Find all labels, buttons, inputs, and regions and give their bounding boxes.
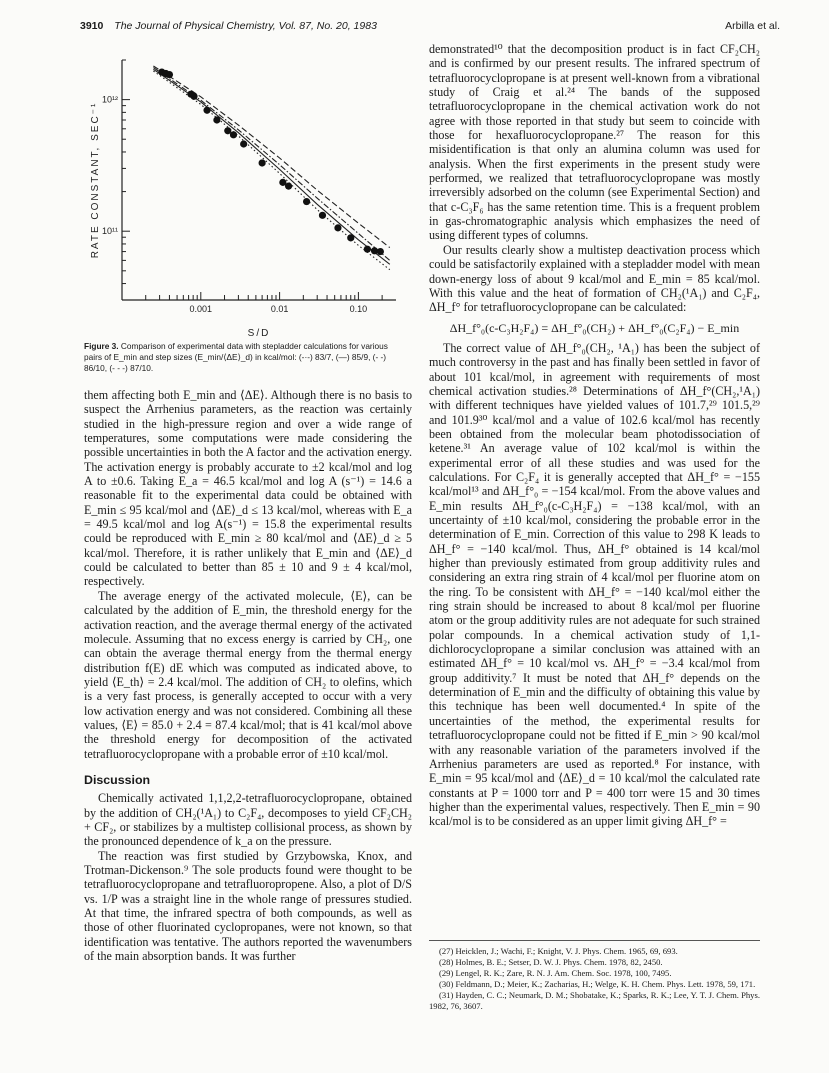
- data-point: [166, 71, 173, 78]
- data-point: [303, 198, 310, 205]
- section-title-discussion: Discussion: [84, 772, 151, 787]
- data-point: [334, 224, 341, 231]
- data-point: [285, 183, 292, 190]
- paragraph: Chemically activated 1,1,2,2-tetrafluorocyclopropane, obtained by the addition of CH₂(¹A₁) to C₂F₄, decomposes to yield CF₂CH₂ + CF₂, or stabilizes by a multistep collisional process, as shown by the pronounced dependence of k_a on the pressure.: [84, 791, 412, 849]
- paragraph: The correct value of ΔH_f°₀(CH₂, ¹A₁) has been the subject of much controversy in the past and has finally been settled in favor of about 101 kcal/mol, in agreement with requirements of most chemical activation studies.²⁸ Determinations of ΔH_f°(CH₂,¹A₁) with different techniques have yielded values of 101.7,²⁹ 101.5,²⁹ and 101.9³⁰ kcal/mol and a value of 102.6 kcal/mol has recently been obtained from the molecular beam photodissociation of ketene.³¹ An average value of 102 kcal/mol is within the experimental error of all these studies and was used for the calculations. For C₂F₄ it is generally accepted that ΔH_f° = −155 kcal/mol¹³ and ΔH_f°₀ = −154 kcal/mol. From the above values and E_min results ΔH_f°₀(c-C₃H₂F₄) = −138 kcal/mol, with an uncertainty of ±10 kcal/mol, considering the probable error in the determination of E_min. Correction of this value to 298 K leads to ΔH_f° = −140 kcal/mol. Thus, ΔH_f° obtained is 14 kcal/mol higher than previously estimated from group additivity rules and considering an extra ring strain of 4 kcal/mol per fluorine atom on the ring. To be consistent with ΔH_f° = −140 kcal/mol either the ring strain should be increased to about 8 kcal/mol per fluorine atom or the group additivity rules are not adequate for such strained polar compounds. In a chemical activation study of 1,1-dichlorocyclopropane a similar conclusion was attained with an estimated ΔH_f° = 10 kcal/mol vs. ΔH_f° = −3.4 kcal/mol from group additivity.⁷ It must be noted that ΔH_f° depends on the determination of E_min and the difficulty of obtaining this value by this technique has been well documented.⁴ In spite of the uncertainties of the method, the experimental results for tetrafluorocyclopropane could not be fitted if E_min > 90 kcal/mol with any reasonable variation of the parameters involved if the Arrhenius parameters are used as reported.⁸ For instance, with E_min = 95 kcal/mol and ⟨ΔE⟩_d = 10 kcal/mol the calculated rate constants at P = 1000 torr and P = 400 torr were 15 and 30 times higher than the experimental values, respectively. Then E_min = 90 kcal/mol is to be considered as an upper limit giving ΔH_f° =: [429, 340, 760, 829]
- x-tick-label: 0.001: [189, 304, 213, 314]
- fit-curve-dotted: [153, 71, 389, 270]
- data-point: [259, 159, 266, 166]
- figure-3: [84, 42, 412, 442]
- x-tick-label: 0.10: [349, 304, 368, 314]
- figure-label: Figure 3.: [84, 341, 119, 351]
- running-authors: Arbilla et al.: [725, 20, 780, 32]
- page-number: 3910: [80, 20, 104, 32]
- figure-caption: [84, 341, 406, 375]
- paragraph: demonstrated¹⁰ that the decomposition product is in fact CF₂CH₂ and is confirmed by our present results. The infrared spectrum of tetrafluorocyclopropane is at present well-known from a vibrational study of Craig et al.²⁴ The bands of the supposed tetrafluorocyclopropane in the chemical activation work do not agree with those reported in that study but seem to coincide with those for hexafluorocyclopropane.²⁷ The reason for this misidentification is that only an alumina column was used for analysis. When the first experiments in the present study were performed, we realized that tetrafluorocyclopropane was mostly irreversibly adsorbed on the column (see Experimental Section) and that c-C₃F₆ has the same retention time. This is a frequent problem in gas-chromatographic analysis which emphasizes the need of using different types of columns.: [429, 42, 760, 243]
- figure-caption-text: Comparison of experimental data with stepladder calculations for various pairs of E_min and step sizes (E_min/⟨ΔE⟩_d) in kcal/mol: (-·-) 83/7, (—) 85/9, (- -) 86/10, (- - -) 87/10.: [84, 341, 388, 374]
- reference-item: (29) Lengel, R. K.; Zare, R. N. J. Am. Chem. Soc. 1978, 100, 7495.: [439, 968, 672, 978]
- data-point: [377, 248, 384, 255]
- reference-item: (30) Feldmann, D.; Meier, K.; Zacharias, H.; Welge, K. H. Chem. Phys. Lett. 1978, 59, 171.: [439, 979, 756, 989]
- y-axis-title: RATE CONSTANT, SEC⁻¹: [90, 101, 101, 259]
- paragraph: Our results clearly show a multistep deactivation process which could be satisfactorily explained with a stepladder model with mean down-energy loss of about 9 kcal/mol and E_min = 85 kcal/mol. With this value and the heat of formation of CH₂(¹A₁) and C₂F₄, ΔH_f° for tetrafluorocyclopropane can be calculated:: [429, 242, 760, 315]
- data-point: [319, 212, 326, 219]
- paragraph: The average energy of the activated molecule, ⟨E⟩, can be calculated by the addition of E_min, the threshold energy for the activation reaction, and the average thermal energy of the activated molecule. Assuming that no excess energy is carried by CH₂, one can obtain the average thermal energy from the thermal energy distribution f(E) dE which was computed as indicated above, to yield ⟨E_th⟩ = 2.4 kcal/mol. The addition of CH₂ to olefins, which is a very fast process, is generally accepted to occur with a very low activation energy and was not considered. Combining all these values, ⟨E⟩ = 85.0 + 2.4 = 87.4 kcal/mol; that is 41 kcal/mol above the threshold energy for decomposition of the activated tetrafluorocyclopropane with a probable error of ±10 kcal/mol.: [84, 588, 412, 761]
- data-point: [347, 234, 354, 241]
- y-tick-label: 10¹²: [101, 94, 118, 105]
- x-axis-title: S/D: [247, 328, 271, 339]
- left-column: [84, 388, 412, 963]
- reference-item: (31) Hayden, C. C.; Neumark, D. M.; Shobatake, K.; Sparks, R. K.; Lee, Y. T. J. Chem. Phys. 1982, 76, 3607.: [429, 990, 760, 1011]
- reference-item: (27) Heicklen, J.; Wachi, F.; Knight, V. J. Phys. Chem. 1965, 69, 693.: [439, 946, 678, 956]
- right-column: [429, 42, 760, 829]
- data-point: [190, 93, 197, 100]
- reference-item: (28) Holmes, B. E.; Setser, D. W. J. Phys. Chem. 1978, 82, 2450.: [439, 957, 663, 967]
- page-header: [80, 20, 780, 36]
- paragraph: them affecting both E_min and ⟨ΔE⟩. Although there is no basis to suspect the Arrhenius parameters, as the reaction was certainly studied in the high-pressure region and over a wide range of temperatures, some computations were made considering the possible uncertainties in both the A factor and the activation energy. The activation energy is probably accurate to ±2 kcal/mol and log A to ±0.6. Taking E_a = 46.5 kcal/mol and log A (s⁻¹) = 14.6 a reasonable fit to the experimental data could be obtained with E_min ≤ 95 kcal/mol and ⟨ΔE⟩_d ≤ 13 kcal/mol, whereas with E_a = 49.5 kcal/mol and log A(s⁻¹) = 15.8 the experimental results could be reproduced with E_min ≥ 80 kcal/mol and ⟨ΔE⟩_d ≥ 5 kcal/mol. Therefore, it is rather unlikely that E_min and ⟨ΔE⟩_d could be calculated to better than 85 ± 10 and 9 ± 4 kcal/mol, respectively.: [84, 388, 412, 589]
- references: [429, 940, 760, 1012]
- y-tick-label: 10¹¹: [101, 226, 118, 237]
- data-point: [203, 107, 210, 114]
- x-tick-label: 0.01: [270, 304, 289, 314]
- journal-citation: The Journal of Physical Chemistry, Vol. 87, No. 20, 1983: [114, 20, 377, 32]
- data-point: [364, 246, 371, 253]
- data-point: [213, 116, 220, 123]
- equation: ΔH_f°₀(c-C₃H₂F₄) = ΔH_f°₀(CH₂) + ΔH_f°₀(C₂F₄) − E_min: [449, 320, 740, 335]
- paragraph: The reaction was first studied by Grzybowska, Knox, and Trotman-Dickenson.⁹ The sole products found were thought to be tetrafluorocyclopropane and tetrafluoropropene. Also, a plot of D/S vs. 1/P was a straight line in the whole range of pressures studied. At that time, the infrared spectra of both compounds, as well as those of other fluorinated cyclopropanes, were not known, so that identification was tentative. The authors reported the wavenumbers of the main absorption bands. It was further: [84, 848, 412, 964]
- rate-constant-chart: [84, 42, 412, 342]
- data-point: [230, 131, 237, 138]
- data-point: [240, 140, 247, 147]
